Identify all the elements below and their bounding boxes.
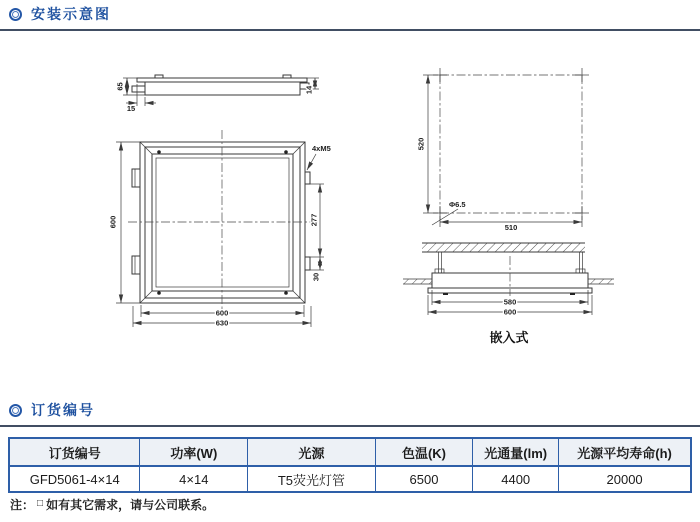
double-circle-icon (9, 8, 22, 21)
footnote-text: 如有其它需求，请与公司联系。 (46, 498, 215, 512)
label-hole-diameter: Φ6.5 (449, 200, 466, 209)
corner-screw (284, 291, 288, 295)
corner-screw (157, 291, 161, 295)
installation-section-title: 安装示意图 (31, 6, 111, 22)
cell-luminous-flux: 4400 (473, 466, 559, 492)
cell-order-number: GFD5061-4×14 (9, 466, 140, 492)
dim-side-edge: 14 (304, 85, 314, 95)
corner-screw (157, 150, 161, 154)
side-view (116, 75, 320, 113)
dim-cutout-width: 510 (504, 223, 518, 232)
ordering-table (8, 437, 692, 493)
section-header-ordering (0, 397, 700, 427)
ceiling-hatch (422, 243, 585, 252)
fixture-frame (428, 288, 592, 293)
dim-front-height: 600 (108, 215, 118, 229)
recessed-caption: 嵌入式 (489, 330, 529, 345)
col-luminous-flux: 光通量(lm) (473, 438, 559, 466)
mounting-hole-pattern (417, 68, 590, 232)
table-row (9, 466, 691, 492)
dim-recessed-outer: 600 (503, 307, 517, 317)
col-order-number: 订货编号 (9, 438, 140, 466)
dim-recessed-inner: 580 (503, 297, 517, 307)
dim-cutout-height: 520 (416, 137, 426, 151)
footnote-label: 注： (10, 498, 35, 512)
cell-light-source: T5荧光灯管 (248, 466, 376, 492)
cell-lamp-life: 20000 (559, 466, 691, 492)
col-power: 功率(W) (140, 438, 248, 466)
fixture-body (432, 273, 588, 288)
footnote (10, 496, 214, 513)
recessed-install-view (403, 243, 614, 345)
col-color-temp: 色温(K) (375, 438, 473, 466)
section-header-installation (0, 1, 700, 31)
cell-color-temp: 6500 (375, 466, 473, 492)
label-screw-spec: 4xM5 (312, 144, 331, 153)
dim-front-inner-width: 600 (215, 308, 229, 318)
ordering-section-title: 订货编号 (31, 402, 95, 418)
double-circle-icon-inner (12, 11, 19, 18)
dim-tab-pitch: 277 (309, 213, 319, 227)
front-view (109, 130, 331, 328)
double-circle-icon (9, 404, 22, 417)
dim-side-inset: 15 (126, 104, 136, 113)
dim-front-outer-width: 630 (215, 318, 229, 328)
hanger-rod (439, 252, 442, 273)
hanger-rod (580, 252, 583, 273)
double-circle-icon-inner (12, 407, 19, 414)
dim-tab-offset: 30 (311, 272, 321, 282)
cell-power: 4×14 (140, 466, 248, 492)
col-light-source: 光源 (248, 438, 376, 466)
dim-side-height: 65 (115, 82, 125, 91)
corner-screw (284, 150, 288, 154)
col-lamp-life: 光源平均寿命(h) (559, 438, 691, 466)
square-bullet-icon: □ (37, 498, 44, 509)
table-header-row (9, 438, 691, 466)
